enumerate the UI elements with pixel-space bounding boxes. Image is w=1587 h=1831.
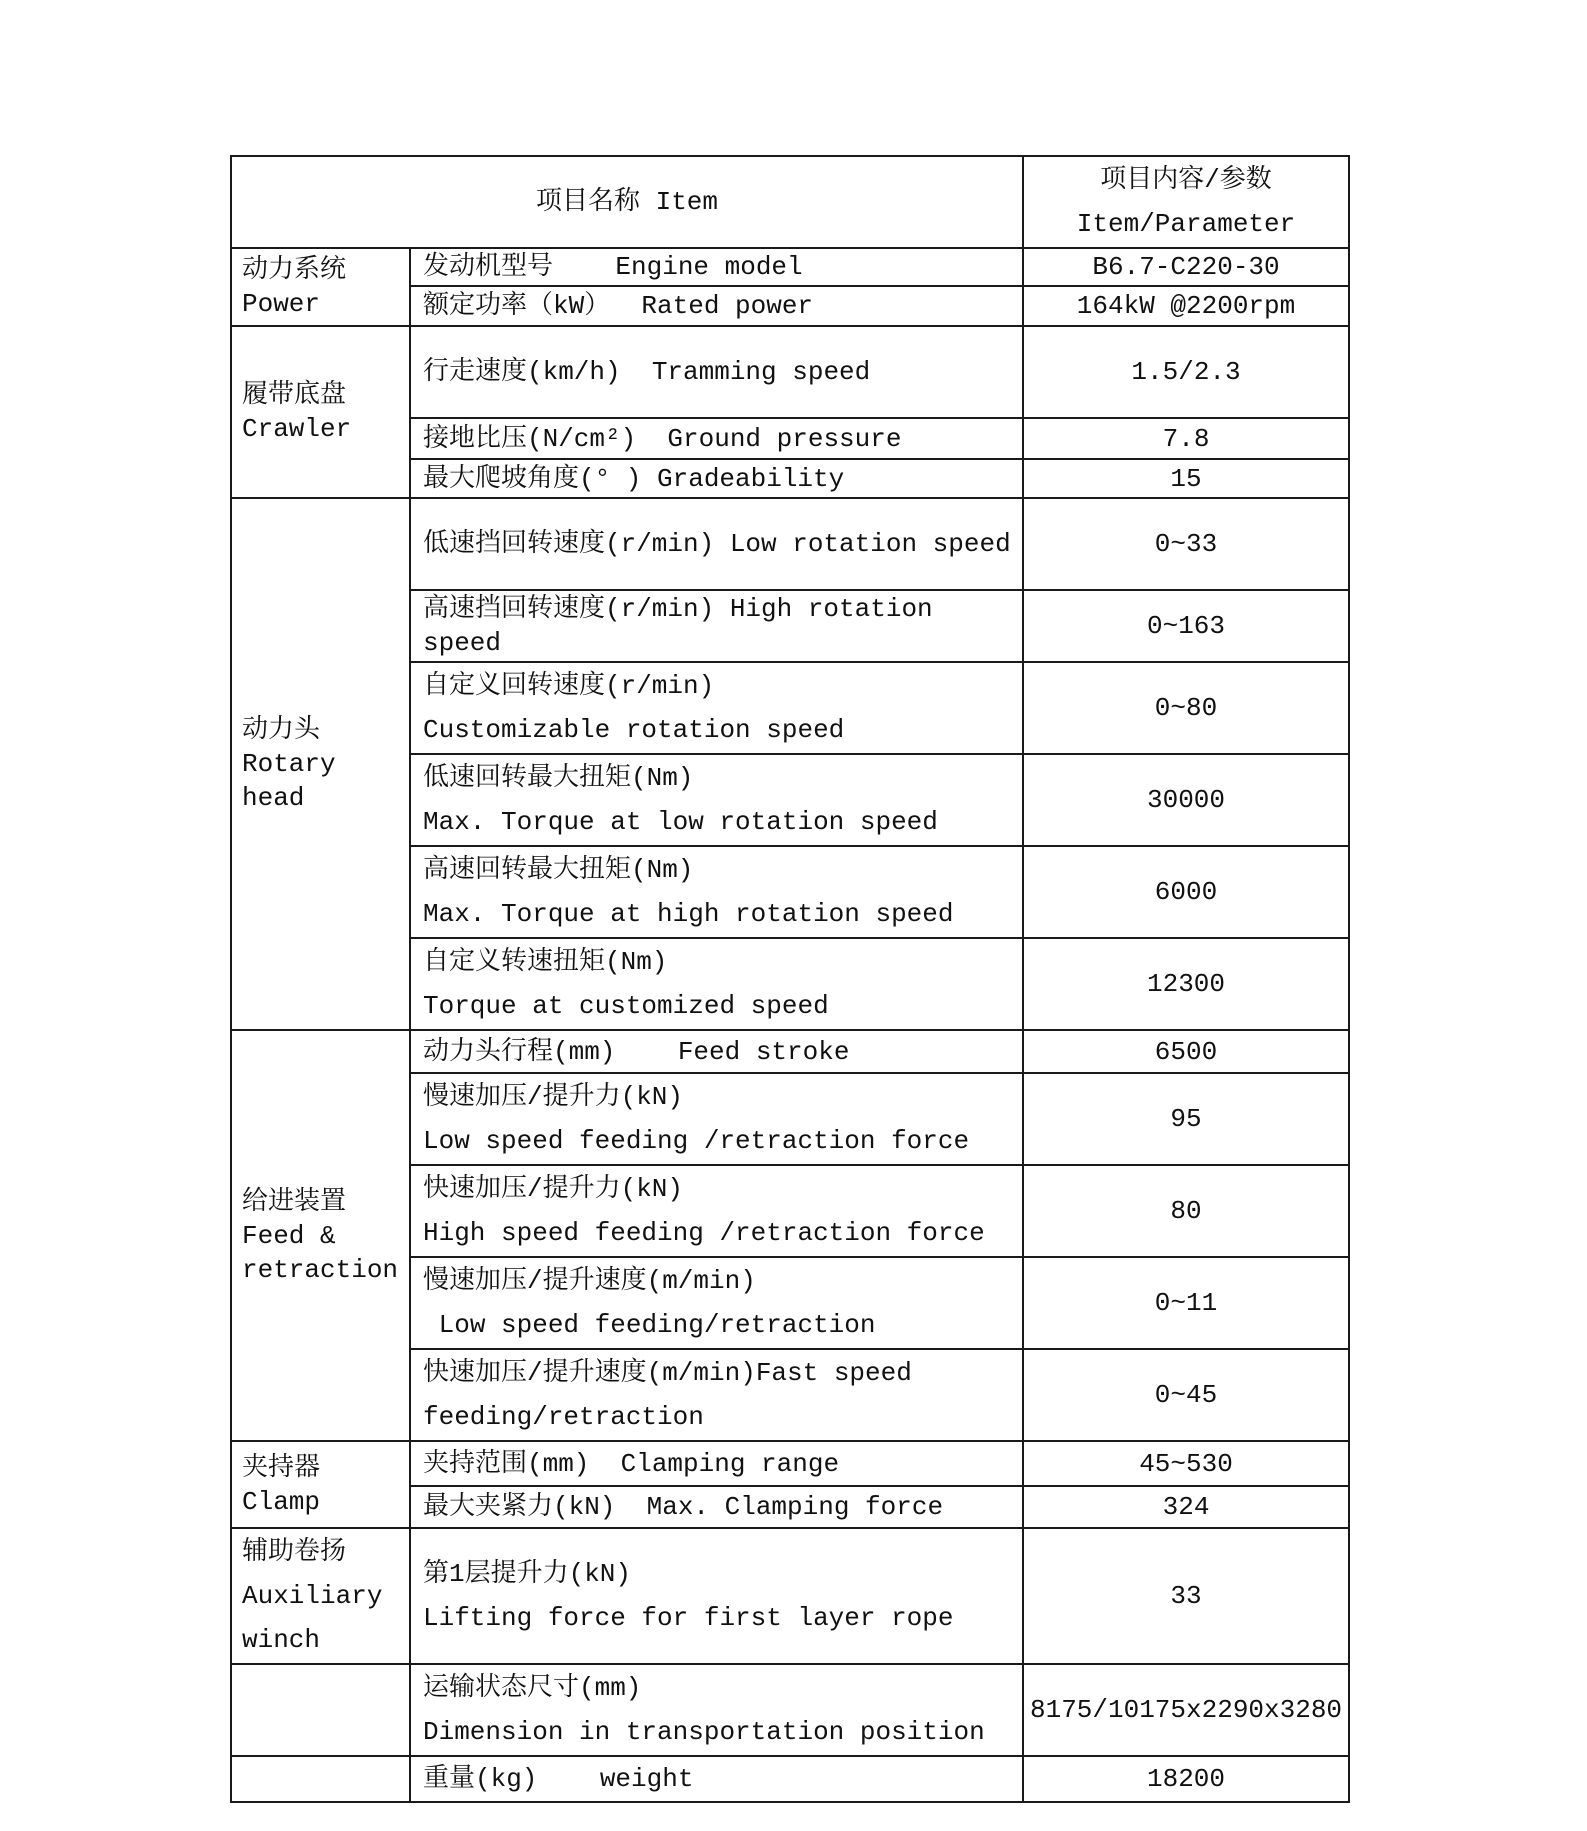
item-value-cell [1023,846,1349,938]
item-value-cell [1023,498,1349,590]
item-value: B6.7-C220-30 [1092,252,1280,282]
item-value: 12300 [1147,969,1226,999]
category-line: Rotary [242,749,336,779]
item-value-cell [1023,459,1349,498]
item-name-line: Torque at customized speed [423,991,829,1021]
item-value-cell [1023,1664,1349,1756]
table-row [231,1441,1349,1486]
category-line: retraction [242,1254,399,1285]
category-cell-crawler [231,326,410,498]
table-row [231,1030,1349,1073]
item-value-cell [1023,248,1349,286]
item-name-line: Low speed feeding/retraction [423,1310,876,1340]
item-value-cell [1023,1441,1349,1486]
item-value-cell [1023,1349,1349,1441]
item-name-cell [410,248,1023,286]
item-name-cell [410,1257,1023,1349]
item-name-line: Customizable rotation speed [423,715,845,745]
item-value-cell [1023,590,1349,662]
header-row [231,156,1349,248]
table-row [231,248,1349,286]
item-value: 0~163 [1147,611,1226,641]
item-value-cell [1023,1486,1349,1528]
item-name-cell [410,286,1023,326]
item-name-cell [410,459,1023,498]
category-cell-auxiliary-winch [231,1528,410,1664]
category-cell-power [231,248,410,326]
item-name-line: 快速加压/提升力(kN) [423,1174,684,1204]
category-cell-feed-retraction [231,1030,410,1441]
item-name-line: 运输状态尺寸(mm) [423,1673,642,1703]
item-name-cell [410,938,1023,1030]
item-name-line: 慢速加压/提升速度(m/min) [423,1266,756,1296]
item-name-cell [410,498,1023,590]
item-value-cell [1023,418,1349,459]
item-name-line: Max. Torque at high rotation speed [423,899,954,929]
item-value: 0~45 [1154,1380,1218,1410]
item-name-line: Dimension in transportation position [423,1717,985,1747]
category-line: 夹持器 [242,1452,321,1483]
item-value: 18200 [1147,1764,1226,1794]
header-param-cell [1023,156,1349,248]
item-value: 0~33 [1154,529,1218,559]
category-line: 动力系统 [242,255,347,285]
item-value: 0~11 [1154,1288,1218,1318]
category-cell-empty [231,1664,410,1756]
item-name-line: 快速加压/提升速度(m/min)Fast speed [423,1358,912,1388]
item-name-line: 第1层提升力(kN) [423,1559,632,1589]
item-value-cell [1023,938,1349,1030]
category-line: Power [242,289,321,319]
item-value-cell [1023,1528,1349,1664]
item-name-cell [410,1664,1023,1756]
item-name-line: feeding/retraction [423,1402,704,1432]
item-name-cell [410,326,1023,418]
item-name-cell [410,1165,1023,1257]
item-value: 80 [1170,1196,1202,1226]
item-name-cell [410,590,1023,662]
item-value-cell [1023,326,1349,418]
category-line: head [242,783,305,813]
item-name-line: 低速回转最大扭矩(Nm) [423,763,694,793]
item-name-line: 发动机型号 Engine model [423,252,803,282]
item-name-line: 低速挡回转速度(r/min) Low rotation speed [423,529,1011,559]
item-name-line: 自定义回转速度(r/min) [423,671,715,701]
item-name-line: 最大夹紧力(kN) Max. Clamping force [423,1492,944,1522]
spec-table [230,155,1350,1803]
item-name-line: 夹持范围(mm) Clamping range [423,1448,840,1479]
category-cell-clamp [231,1441,410,1528]
item-value-cell [1023,1756,1349,1802]
table-row [231,1756,1349,1802]
item-name-line: 高速回转最大扭矩(Nm) [423,855,694,885]
item-name-cell [410,754,1023,846]
item-name-line: Max. Torque at low rotation speed [423,807,938,837]
item-value-cell [1023,1030,1349,1073]
item-name-line: Lifting force for first layer rope [423,1603,954,1633]
item-value: 15 [1170,463,1202,494]
header-item-cell [231,156,1023,248]
item-name-cell [410,1441,1023,1486]
item-value: 0~80 [1154,693,1218,723]
item-value-cell [1023,754,1349,846]
header-param-line1: 项目内容/参数 [1100,165,1272,195]
item-name-line: 接地比压(N/cm²) Ground pressure [423,423,902,454]
table-row [231,1528,1349,1664]
item-value: 1.5/2.3 [1131,357,1241,387]
item-value: 6000 [1154,877,1218,907]
item-value-cell [1023,1073,1349,1165]
item-value-cell [1023,286,1349,326]
header-param-line2: Item/Parameter [1076,209,1296,239]
item-value: 33 [1170,1581,1202,1611]
item-name-cell [410,1073,1023,1165]
table-row [231,498,1349,590]
category-cell-rotary-head [231,498,410,1030]
item-name-line: 慢速加压/提升力(kN) [423,1082,684,1112]
item-name-cell [410,1756,1023,1802]
item-value: 45~530 [1139,1448,1233,1479]
item-value: 95 [1170,1104,1202,1134]
item-value-cell [1023,1257,1349,1349]
item-name-cell [410,418,1023,459]
item-name-cell [410,846,1023,938]
item-name-cell [410,1528,1023,1664]
item-name-line: 额定功率（kW） Rated power [423,291,814,321]
table-row [231,326,1349,418]
item-name-cell [410,662,1023,754]
item-name-line: 行走速度(km/h) Tramming speed [423,357,871,387]
item-value: 8175/10175x2290x3280 [1029,1695,1343,1725]
item-name-line: 动力头行程(mm) Feed stroke [423,1036,850,1067]
item-name-cell [410,1030,1023,1073]
category-line: winch [242,1625,321,1655]
item-value: 7.8 [1162,423,1210,454]
category-line: 动力头 [242,715,321,745]
item-name-line: Low speed feeding /retraction force [423,1126,970,1156]
item-name-line: 高速挡回转速度(r/min) High rotation speed [423,594,949,658]
item-value: 164kW @2200rpm [1076,291,1296,321]
item-name-cell [410,1349,1023,1441]
item-value-cell [1023,662,1349,754]
item-name-cell [410,1486,1023,1528]
item-name-line: 重量(kg) weight [423,1764,694,1794]
item-name-line: 最大爬坡角度(° ) Gradeability [423,463,845,494]
category-line: Crawler [242,414,352,444]
category-line: 辅助卷扬 [242,1537,347,1567]
item-value: 6500 [1154,1036,1218,1067]
category-line: Feed & [242,1220,336,1251]
item-value: 324 [1162,1492,1210,1522]
category-line: Clamp [242,1486,321,1517]
header-item-label: 项目名称 Item [536,187,719,217]
category-cell-empty [231,1756,410,1802]
category-line: 给进装置 [242,1186,347,1217]
item-name-line: High speed feeding /retraction force [423,1218,985,1248]
item-value-cell [1023,1165,1349,1257]
category-line: Auxiliary [242,1581,383,1611]
table-row [231,1664,1349,1756]
category-line: 履带底盘 [242,380,347,410]
item-name-line: 自定义转速扭矩(Nm) [423,947,668,977]
item-value: 30000 [1147,785,1226,815]
